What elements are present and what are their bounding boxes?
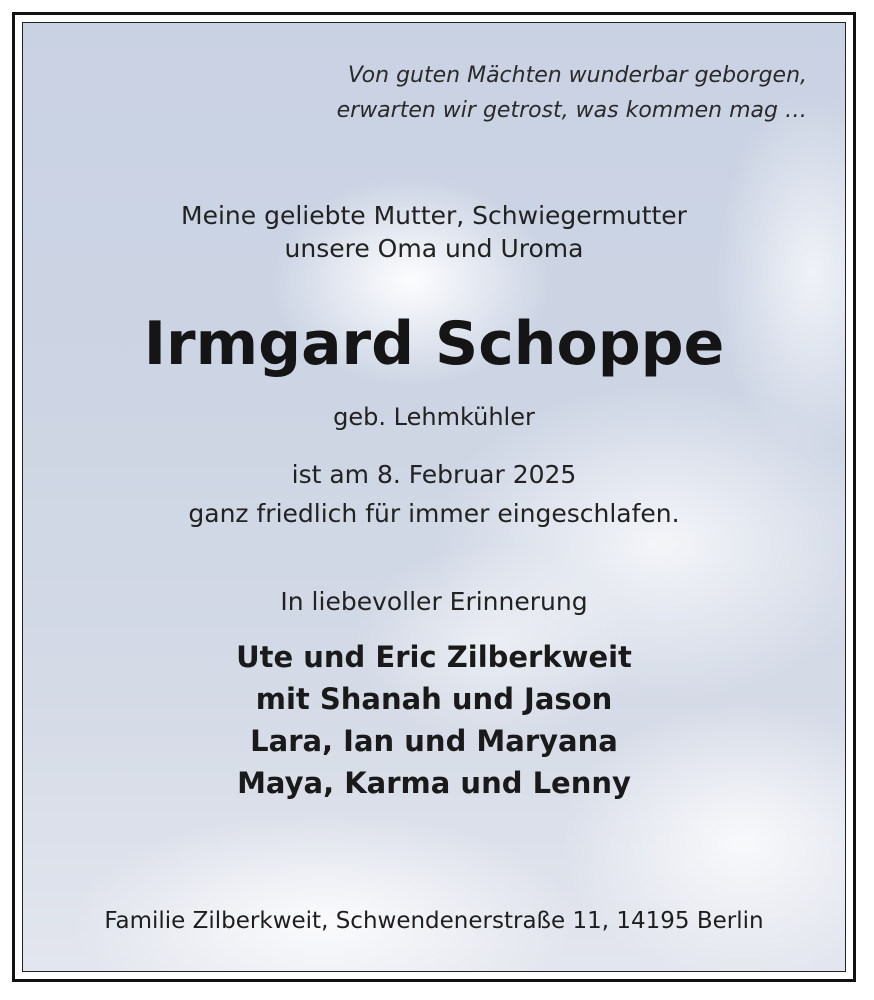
sky-background [22,22,846,972]
obituary-frame [12,12,856,982]
intro-line-2: unsere Oma und Uroma [284,234,584,263]
birth-name: geb. Lehmkühler [333,403,535,431]
mourner-line: Maya, Karma und Lenny [237,766,631,800]
death-date-line: ist am 8. Februar 2025 [291,460,577,489]
mourner-line: mit Shanah und Jason [255,682,613,716]
death-description-line: ganz friedlich für immer eingeschlafen. [188,499,680,528]
memory-line: In liebevoller Erinnerung [280,587,588,616]
quote-line-1: Von guten Mächten wunderbar geborgen, [347,63,807,88]
family-address: Familie Zilberkweit, Schwendenerstraße 11, 14195 Berlin [104,908,764,934]
deceased-name: Irmgard Schoppe [143,309,725,379]
quote-line-2: erwarten wir getrost, was kommen mag … [336,98,807,123]
mourner-line: Ute und Eric Zilberkweit [236,640,632,674]
intro-line-1: Meine geliebte Mutter, Schwiegermutter [181,201,687,230]
mourner-line: Lara, Ian und Maryana [250,724,618,758]
